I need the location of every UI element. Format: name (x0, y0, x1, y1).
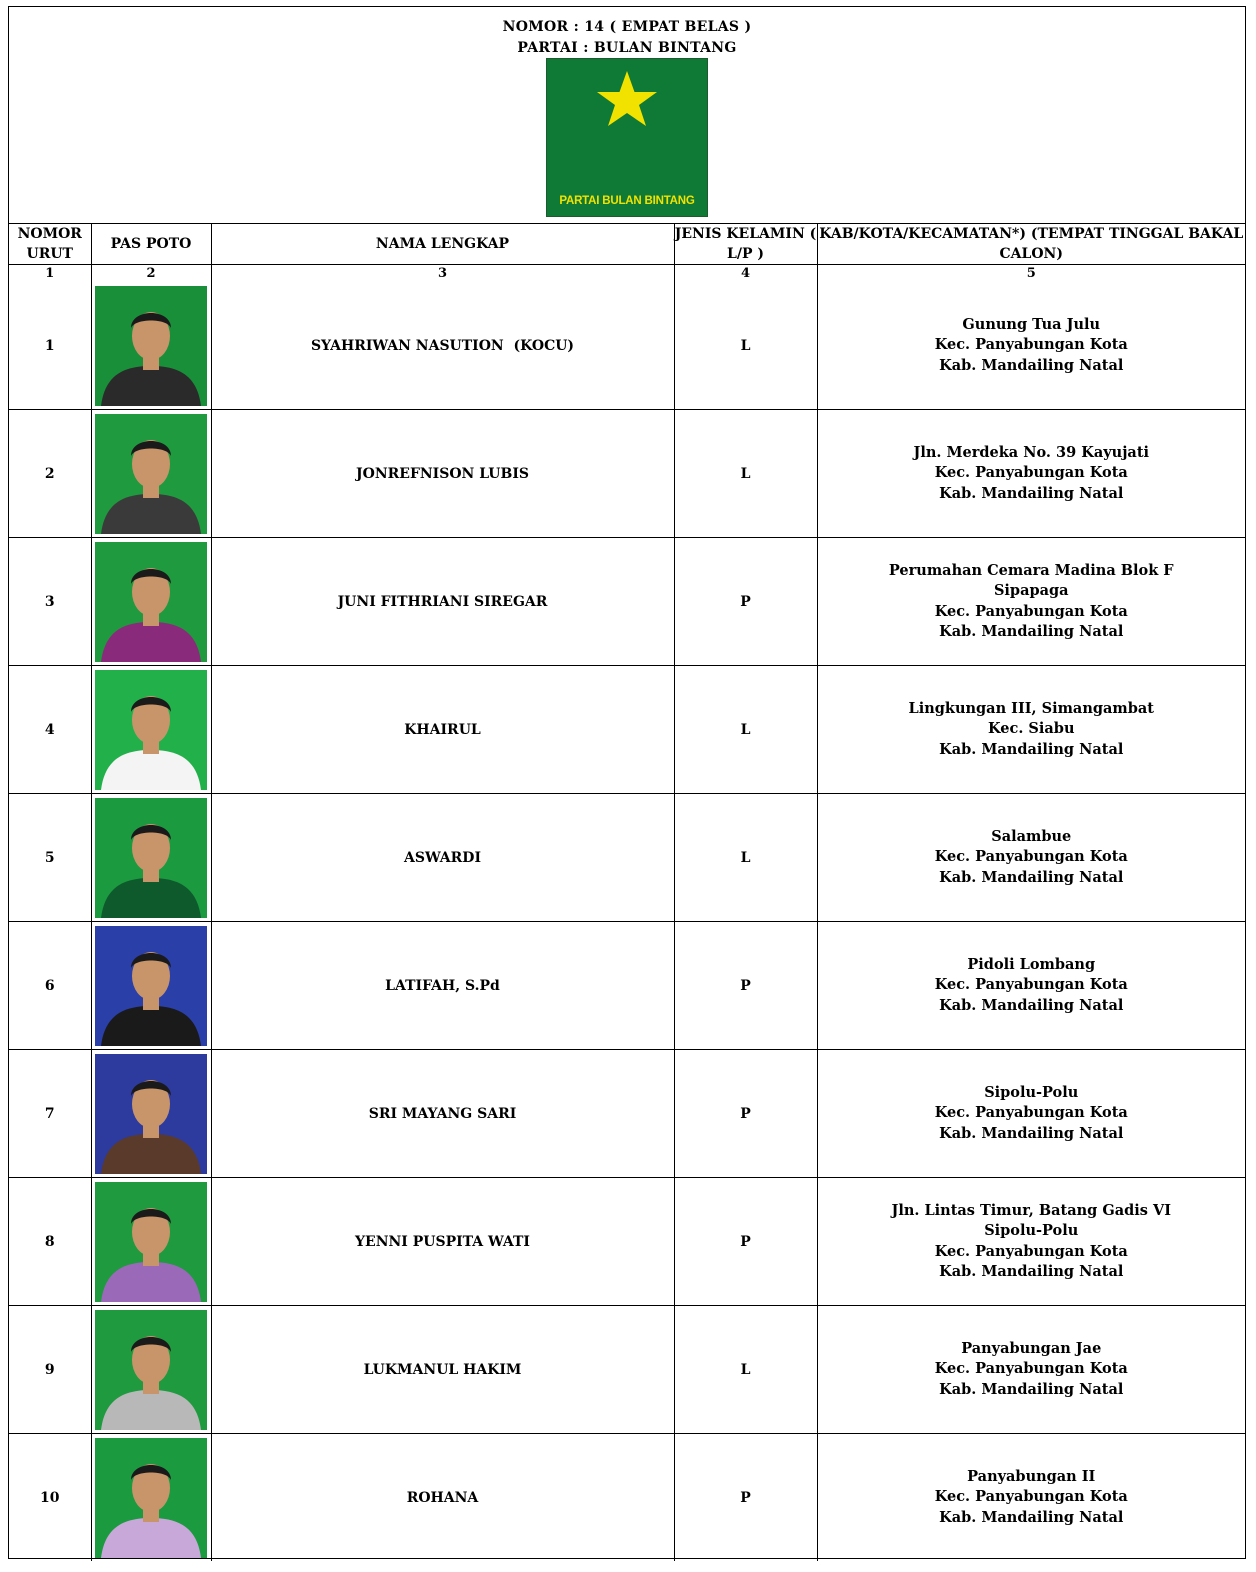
candidate-number: 5 (9, 794, 91, 922)
party-number: NOMOR : 14 ( EMPAT BELAS ) (502, 19, 752, 35)
table-row (9, 666, 1245, 794)
logo-text: PARTAI BULAN BINTANG (559, 195, 695, 207)
party-header (9, 7, 1245, 224)
candidate-sheet (8, 6, 1246, 1559)
table-row (9, 538, 1245, 666)
address-line: Kab. Mandailing Natal (939, 356, 1124, 374)
table-row (9, 1178, 1245, 1306)
candidate-name: JUNI FITHRIANI SIREGAR (211, 538, 674, 666)
portrait-icon (95, 542, 207, 662)
candidate-gender: L (674, 410, 817, 538)
party-logo (546, 58, 708, 217)
candidate-name: ASWARDI (211, 794, 674, 922)
address-line: Kec. Panyabungan Kota (934, 848, 1128, 866)
table-header-row (9, 223, 1245, 265)
candidate-number: 2 (9, 410, 91, 538)
candidate-photo-cell (91, 282, 211, 410)
candidate-name: KHAIRUL (211, 666, 674, 794)
candidate-photo (95, 542, 207, 662)
candidate-photo (95, 670, 207, 790)
candidate-number: 1 (9, 282, 91, 410)
candidate-address (817, 922, 1245, 1050)
address-line: Gunung Tua Julu (962, 315, 1101, 333)
table-row (9, 1434, 1245, 1562)
candidate-address (817, 538, 1245, 666)
candidate-name: YENNI PUSPITA WATI (211, 1178, 674, 1306)
candidate-number: 9 (9, 1306, 91, 1434)
col-number: 4 (674, 265, 817, 283)
party-name: PARTAI : BULAN BINTANG (517, 40, 737, 56)
address-line: Salambue (991, 827, 1072, 845)
candidate-photo-cell (91, 1178, 211, 1306)
table-row (9, 1306, 1245, 1434)
col-header-gender: JENIS KELAMIN ( L/P ) (674, 223, 817, 265)
address-line: Kab. Mandailing Natal (939, 623, 1124, 640)
portrait-icon (95, 1054, 207, 1174)
col-header-photo: PAS POTO (91, 223, 211, 265)
candidate-number: 6 (9, 922, 91, 1050)
candidate-gender: P (674, 538, 817, 666)
candidate-gender: P (674, 1050, 817, 1178)
candidate-gender: L (674, 282, 817, 410)
col-number: 3 (211, 265, 674, 283)
candidate-photo-cell (91, 666, 211, 794)
candidate-name: JONREFNISON LUBIS (211, 410, 674, 538)
address-line: Perumahan Cemara Madina Blok F (888, 561, 1174, 579)
candidate-photo (95, 926, 207, 1046)
col-number: 5 (817, 265, 1245, 283)
candidate-address (817, 794, 1245, 922)
candidate-gender: L (674, 666, 817, 794)
address-line: Kec. Panyabungan Kota (934, 1488, 1128, 1506)
address-line: Sipolu-Polu (984, 1083, 1079, 1101)
candidate-number: 10 (9, 1434, 91, 1562)
candidate-gender: P (674, 1434, 817, 1562)
candidate-photo (95, 286, 207, 406)
candidate-photo (95, 798, 207, 918)
portrait-icon (95, 926, 207, 1046)
portrait-icon (95, 414, 207, 534)
address-line: Kec. Panyabungan Kota (934, 602, 1128, 620)
address-line: Kec. Panyabungan Kota (934, 464, 1128, 482)
candidate-name: SRI MAYANG SARI (211, 1050, 674, 1178)
col-number: 1 (9, 265, 91, 283)
address-line: Kec. Panyabungan Kota (934, 976, 1128, 994)
address-line: Kab. Mandailing Natal (939, 740, 1124, 758)
address-line: Kab. Mandailing Natal (939, 1508, 1124, 1526)
portrait-icon (95, 286, 207, 406)
address-line: Kec. Panyabungan Kota (934, 336, 1128, 354)
portrait-icon (95, 798, 207, 918)
candidate-photo-cell (91, 794, 211, 922)
candidate-number: 7 (9, 1050, 91, 1178)
col-header-address: KAB/KOTA/KECAMATAN*) (TEMPAT TINGGAL BAKAL CALON) (817, 223, 1245, 265)
candidate-photo (95, 1310, 207, 1430)
col-header-name: NAMA LENGKAP (211, 223, 674, 265)
address-line: Kab. Mandailing Natal (939, 1263, 1124, 1280)
candidate-photo-cell (91, 1306, 211, 1434)
portrait-icon (95, 1438, 207, 1558)
portrait-icon (95, 1310, 207, 1430)
candidate-photo (95, 414, 207, 534)
address-line: Kab. Mandailing Natal (939, 484, 1124, 502)
col-header-no: NOMOR URUT (9, 223, 91, 265)
portrait-icon (95, 670, 207, 790)
address-line: Kec. Panyabungan Kota (934, 1104, 1128, 1122)
address-line: Panyabungan II (967, 1467, 1096, 1485)
crescent-star-icon (547, 59, 707, 216)
address-line: Lingkungan III, Simangambat (908, 699, 1154, 717)
address-line: Jln. Lintas Timur, Batang Gadis VI (891, 1201, 1172, 1219)
candidate-photo (95, 1438, 207, 1558)
candidate-photo-cell (91, 1434, 211, 1562)
table-row (9, 922, 1245, 1050)
candidate-address (817, 282, 1245, 410)
candidate-photo-cell (91, 538, 211, 666)
candidate-name: LATIFAH, S.Pd (211, 922, 674, 1050)
candidate-name: SYAHRIWAN NASUTION (KOCU) (211, 282, 674, 410)
address-line: Kec. Panyabungan Kota (934, 1360, 1128, 1378)
candidate-photo (95, 1054, 207, 1174)
candidate-photo (95, 1182, 207, 1302)
candidate-number: 8 (9, 1178, 91, 1306)
address-line: Jln. Merdeka No. 39 Kayujati (913, 443, 1150, 461)
candidate-gender: P (674, 922, 817, 1050)
candidate-gender: P (674, 1178, 817, 1306)
candidate-number: 4 (9, 666, 91, 794)
address-line: Kab. Mandailing Natal (939, 996, 1124, 1014)
candidate-address (817, 410, 1245, 538)
candidate-address (817, 1434, 1245, 1562)
candidate-photo-cell (91, 410, 211, 538)
candidate-name: LUKMANUL HAKIM (211, 1306, 674, 1434)
table-row (9, 794, 1245, 922)
address-line: Panyabungan Jae (961, 1339, 1102, 1357)
address-line: Kab. Mandailing Natal (939, 868, 1124, 886)
table-row (9, 1050, 1245, 1178)
address-line: Kab. Mandailing Natal (939, 1380, 1124, 1398)
candidate-address (817, 666, 1245, 794)
candidate-name: ROHANA (211, 1434, 674, 1562)
table-row (9, 282, 1245, 410)
address-line: Sipapaga (993, 582, 1069, 599)
candidate-gender: L (674, 1306, 817, 1434)
address-line: Kec. Panyabungan Kota (934, 1242, 1128, 1260)
candidate-address (817, 1178, 1245, 1306)
candidate-photo-cell (91, 922, 211, 1050)
address-line: Kab. Mandailing Natal (939, 1124, 1124, 1142)
portrait-icon (95, 1182, 207, 1302)
column-number-row (9, 265, 1245, 283)
candidate-address (817, 1306, 1245, 1434)
candidate-photo-cell (91, 1050, 211, 1178)
address-line: Pidoli Lombang (967, 955, 1096, 973)
address-line: Sipolu-Polu (984, 1222, 1079, 1239)
candidate-address (817, 1050, 1245, 1178)
candidate-table (9, 223, 1245, 1561)
table-row (9, 410, 1245, 538)
candidate-number: 3 (9, 538, 91, 666)
address-line: Kec. Siabu (988, 720, 1075, 738)
col-number: 2 (91, 265, 211, 283)
candidate-gender: L (674, 794, 817, 922)
